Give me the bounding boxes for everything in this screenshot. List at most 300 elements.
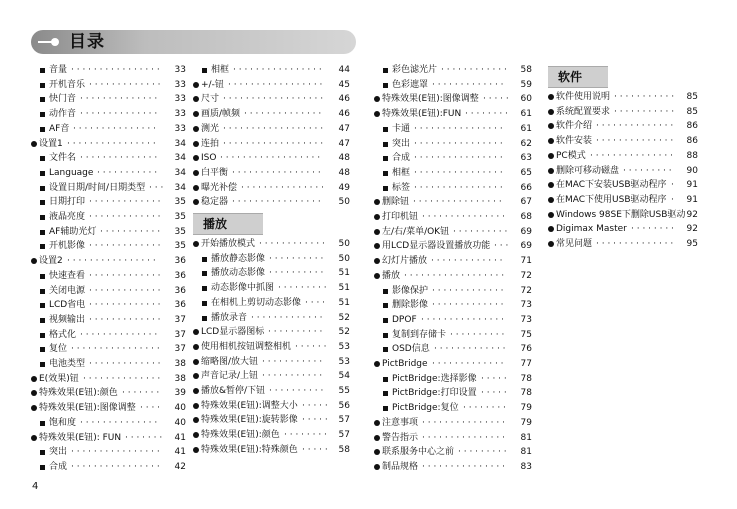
square-bullet-icon: [40, 171, 45, 176]
round-bullet-icon: [374, 96, 380, 102]
toc-page-number: 50: [338, 197, 350, 208]
square-bullet-icon: [383, 127, 388, 132]
toc-entry[interactable]: [374, 372, 532, 387]
leader-dots: · · · · · · · · · · · · ·: [432, 359, 504, 369]
toc-page-number: 92: [686, 209, 698, 220]
toc-entry[interactable]: [31, 357, 186, 372]
toc-entry[interactable]: [31, 122, 186, 137]
toc-entry[interactable]: [31, 107, 186, 122]
toc-page-number: 95: [686, 239, 698, 249]
toc-entry[interactable]: [193, 266, 350, 281]
round-bullet-icon: [193, 141, 199, 147]
leader-dots: · · · · · · · · · · · · · ·: [83, 373, 161, 384]
round-bullet-icon: [374, 229, 380, 235]
toc-entry[interactable]: [193, 181, 350, 196]
toc-entry-label: 设置2: [39, 256, 63, 267]
leader-dots: · · · · · · · · · · · · · · ·: [73, 123, 156, 134]
leader-dots: · · · · · · · · · · · · · ·: [80, 417, 158, 428]
toc-page-number: 88: [686, 150, 698, 161]
toc-entry-label: OSD信息: [392, 344, 430, 355]
toc-entry[interactable]: [374, 431, 532, 446]
toc-page-number: 36: [174, 256, 186, 267]
toc-entry-label: 音量: [49, 65, 68, 75]
leader-dots: · · · · · · · · · · ·: [262, 356, 323, 367]
square-bullet-icon: [40, 347, 45, 352]
toc-entry[interactable]: [193, 399, 350, 414]
toc-entry-label: 设置1: [39, 138, 63, 149]
toc-entry[interactable]: [193, 443, 350, 458]
toc-entry[interactable]: [193, 281, 350, 296]
toc-page-number: 33: [174, 79, 186, 90]
toc-entry-label: 突出: [49, 447, 68, 458]
toc-entry[interactable]: [31, 372, 186, 387]
toc-entry[interactable]: [548, 208, 698, 223]
toc-entry-label: 复制到存储卡: [392, 329, 447, 340]
toc-entry[interactable]: [374, 137, 532, 152]
toc-entry[interactable]: [193, 384, 350, 399]
toc-entry[interactable]: [193, 428, 350, 443]
toc-entry-label: 常见问题: [556, 239, 593, 249]
toc-entry[interactable]: [193, 237, 350, 252]
square-bullet-icon: [40, 83, 45, 88]
leader-dots: · · · · · · · · ·: [278, 283, 327, 294]
toc-entry[interactable]: [31, 298, 186, 313]
toc-entry[interactable]: [193, 151, 350, 166]
round-bullet-icon: [374, 258, 380, 264]
round-bullet-icon: [193, 185, 199, 191]
leader-dots: · · · · · · · · · · ·: [614, 92, 675, 102]
toc-entry-label: 特殊效果(E钮):旋转影像: [201, 415, 298, 426]
toc-entry-label: AF音: [49, 123, 70, 134]
toc-page-number: 35: [174, 226, 186, 237]
toc-entry[interactable]: [193, 311, 350, 326]
leader-dots: · · ·: [494, 241, 509, 252]
toc-entry[interactable]: [374, 386, 532, 401]
leader-dots: · · · · · · · · · ·: [269, 268, 324, 279]
toc-entry-label: PictBridge:复位: [392, 403, 459, 414]
round-bullet-icon: [31, 405, 37, 411]
toc-entry[interactable]: [193, 340, 350, 355]
toc-entry[interactable]: [193, 369, 350, 384]
toc-entry[interactable]: [31, 342, 186, 357]
leader-dots: · · · · · · · · · · · · ·: [89, 79, 161, 90]
toc-entry-label: 格式化: [49, 329, 77, 340]
toc-page-number: 46: [338, 94, 350, 105]
toc-page-number: 78: [520, 388, 532, 399]
leader-dots: · · · · · · · · ·: [623, 165, 672, 176]
square-bullet-icon: [383, 83, 388, 88]
leader-dots: · · · · · · · · · · · · · · ·: [241, 182, 324, 193]
toc-entry[interactable]: [374, 401, 532, 416]
toc-entry-label: +/-钮: [201, 79, 224, 90]
leader-dots: · · · · · · · · · · · ·: [441, 65, 507, 75]
square-bullet-icon: [40, 112, 45, 117]
toc-entry-label: 特殊效果(E钮):颜色: [39, 388, 118, 399]
round-bullet-icon: [193, 447, 199, 453]
toc-page-number: 48: [338, 153, 350, 164]
leader-dots: · · · · · · · · · · · · · · · ·: [71, 65, 160, 75]
round-bullet-icon: [548, 226, 554, 232]
leader-dots: · · · · · · · · · · · · ·: [434, 344, 506, 355]
toc-entry[interactable]: [548, 237, 698, 252]
leader-dots: · · · · · · · · · · · · · · ·: [590, 150, 673, 161]
toc-entry[interactable]: [193, 195, 350, 210]
round-bullet-icon: [193, 155, 199, 161]
round-bullet-icon: [374, 214, 380, 220]
toc-page-number: 76: [520, 344, 532, 355]
toc-entry[interactable]: [31, 92, 186, 107]
toc-entry[interactable]: [374, 181, 532, 196]
toc-entry-label: 快门音: [49, 94, 77, 105]
toc-entry[interactable]: [374, 298, 532, 313]
toc-entry[interactable]: [548, 90, 698, 105]
toc-entry[interactable]: [31, 195, 186, 210]
toc-entry[interactable]: [374, 328, 532, 343]
leader-dots: · · · · · · · · · · · · ·: [89, 285, 161, 296]
toc-entry-label: 突出: [392, 138, 411, 149]
toc-page-number: 36: [174, 270, 186, 281]
toc-entry[interactable]: [193, 137, 350, 152]
toc-entry-label: 动态影像中抓图: [211, 283, 275, 294]
leader-dots: · · · · · · · · · ·: [268, 327, 323, 338]
toc-page-number: 86: [686, 136, 698, 147]
toc-page-number: 59: [520, 79, 532, 90]
toc-entry-label: 在MAC下安装USB驱动程序: [556, 180, 667, 191]
toc-entry-label: 特殊效果(E钮):图像调整: [39, 403, 136, 414]
toc-entry[interactable]: [374, 239, 532, 254]
toc-page-number: 35: [174, 212, 186, 222]
toc-entry-label: Digimax Master: [556, 224, 627, 235]
round-bullet-icon: [193, 96, 199, 102]
page-number: 4: [32, 481, 39, 492]
toc-page-number: 40: [174, 417, 186, 428]
toc-entry-label: 开机影像: [49, 241, 86, 252]
leader-dots: · · · · · · · · · · · · · · · ·: [414, 182, 503, 193]
toc-entry[interactable]: [193, 252, 350, 267]
toc-entry-label: 画质/帧频: [201, 109, 241, 120]
toc-entry[interactable]: [31, 181, 186, 196]
toc-entry-label: 播放: [382, 270, 401, 281]
toc-entry[interactable]: [374, 92, 532, 107]
toc-page-number: 54: [338, 371, 350, 382]
toc-entry[interactable]: [31, 460, 186, 475]
square-bullet-icon: [40, 186, 45, 191]
toc-entry[interactable]: [31, 284, 186, 299]
toc-page-number: 66: [520, 182, 532, 193]
toc-entry-label: 使用相机按钮调整相机: [201, 341, 292, 352]
toc-page-number: 90: [686, 165, 698, 176]
leader-dots: · · · · · · · · · · · · · ·: [80, 153, 158, 164]
toc-page-number: 52: [338, 327, 350, 338]
square-bullet-icon: [40, 127, 45, 132]
toc-page-number: 79: [520, 403, 532, 414]
toc-entry[interactable]: [31, 63, 186, 78]
leader-dots: · · · · · · · · · · · · · ·: [80, 329, 158, 340]
leader-dots: · · · · · · · ·: [463, 403, 506, 414]
toc-page-number: 91: [686, 180, 698, 191]
round-bullet-icon: [548, 182, 554, 188]
toc-entry[interactable]: [374, 254, 532, 269]
leader-dots: · · · · · · · · · · · · · · · · ·: [228, 79, 323, 90]
leader-dots: · · · · · · · · · · · · · · · ·: [232, 167, 321, 178]
toc-entry[interactable]: [374, 195, 532, 210]
toc-page-number: 55: [338, 386, 350, 396]
toc-entry-label: 文件名: [49, 153, 77, 164]
leader-dots: · · · · · · · · ·: [458, 447, 507, 458]
toc-entry-label: 播放录音: [211, 312, 248, 323]
round-bullet-icon: [374, 199, 380, 205]
leader-dots: · · · · · · · · · · · ·: [259, 239, 325, 249]
toc-entry[interactable]: [374, 166, 532, 181]
toc-entry[interactable]: [193, 78, 350, 93]
toc-entry-label: 测光: [201, 123, 220, 134]
toc-entry[interactable]: [31, 313, 186, 328]
toc-entry[interactable]: [31, 431, 186, 446]
toc-page-number: 69: [520, 241, 532, 252]
toc-page-number: 33: [174, 94, 186, 105]
leader-dots: · · · · · · · · · · · · · · · ·: [67, 138, 156, 149]
toc-page-number: 44: [338, 65, 350, 75]
toc-entry-label: 打印机钮: [382, 212, 419, 222]
toc-page-number: 41: [174, 447, 186, 458]
leader-dots: · · · · · · · · · · · · ·: [251, 312, 323, 323]
round-bullet-icon: [548, 123, 554, 129]
toc-entry[interactable]: [374, 63, 532, 78]
toc-page-number: 51: [338, 297, 350, 308]
square-bullet-icon: [202, 316, 207, 321]
leader-dots: · · · · · · · · · · · · ·: [89, 314, 161, 325]
leader-dots: · · · · · · · · · ·: [453, 226, 508, 237]
toc-entry-label: 曝光补偿: [201, 182, 238, 193]
toc-entry[interactable]: [193, 296, 350, 311]
round-bullet-icon: [193, 329, 199, 335]
toc-page-number: 38: [174, 359, 186, 369]
leader-dots: · · · · · · · · · · · · · · ·: [421, 314, 504, 325]
toc-entry[interactable]: [193, 107, 350, 122]
toc-page-number: 36: [174, 285, 186, 296]
square-bullet-icon: [40, 215, 45, 220]
leader-dots: · · · · · · · · · · · · ·: [89, 270, 161, 281]
toc-page-number: 71: [520, 256, 532, 267]
toc-entry[interactable]: [193, 355, 350, 370]
toc-entry-label: 开机音乐: [49, 79, 86, 90]
toc-page-number: 65: [520, 167, 532, 178]
toc-entry[interactable]: [374, 151, 532, 166]
toc-entry[interactable]: [31, 445, 186, 460]
square-bullet-icon: [40, 156, 45, 161]
toc-entry[interactable]: [548, 222, 698, 237]
toc-entry[interactable]: [31, 386, 186, 401]
round-bullet-icon: [193, 417, 199, 423]
round-bullet-icon: [193, 126, 199, 132]
leader-dots: · · · · · · · · · · · · · · · ·: [71, 461, 160, 472]
toc-page-number: 48: [338, 167, 350, 178]
square-bullet-icon: [202, 68, 207, 73]
square-bullet-icon: [40, 303, 45, 308]
leader-dots: · · · · ·: [483, 94, 509, 105]
square-bullet-icon: [202, 301, 207, 306]
toc-page-number: 69: [520, 226, 532, 237]
leader-dots: · · · · ·: [302, 444, 328, 455]
square-bullet-icon: [383, 406, 388, 411]
toc-page-number: 51: [338, 268, 350, 279]
toc-entry[interactable]: [548, 178, 698, 193]
toc-entry[interactable]: [548, 164, 698, 179]
leader-dots: · · · · · · · · · · · · · · · ·: [414, 138, 503, 149]
toc-page-number: 41: [174, 432, 186, 443]
toc-entry[interactable]: [374, 107, 532, 122]
toc-entry-label: 快速查看: [49, 270, 86, 281]
leader-dots: · · · · · · · · · · · · · ·: [596, 136, 674, 147]
leader-dots: · · · · · · · · · · · · ·: [89, 241, 161, 252]
toc-entry[interactable]: [31, 254, 186, 269]
toc-page-number: 50: [338, 239, 350, 249]
toc-entry-label: 制品规格: [382, 461, 419, 472]
toc-entry[interactable]: [31, 210, 186, 225]
round-bullet-icon: [374, 361, 380, 367]
square-bullet-icon: [202, 257, 207, 262]
round-bullet-icon: [548, 212, 554, 218]
leader-dots: ·: [671, 194, 674, 205]
toc-entry-label: 相框: [211, 65, 230, 75]
toc-entry[interactable]: [374, 445, 532, 460]
toc-entry[interactable]: [374, 460, 532, 475]
toc-entry-label: Windows 98SE下删除USB驱动: [556, 209, 686, 220]
round-bullet-icon: [374, 449, 380, 455]
section-header: [193, 213, 263, 235]
leader-dots: · · · · · · · · · · · · · · ·: [422, 432, 505, 443]
toc-entry[interactable]: [374, 416, 532, 431]
toc-entry[interactable]: [548, 149, 698, 164]
round-bullet-icon: [193, 82, 199, 88]
round-bullet-icon: [193, 373, 199, 379]
toc-entry[interactable]: [31, 151, 186, 166]
toc-entry-label: 连拍: [201, 138, 220, 149]
toc-entry[interactable]: [31, 239, 186, 254]
toc-entry-label: 左/右/菜单/OK钮: [382, 226, 450, 237]
toc-page-number: 52: [338, 312, 350, 323]
square-bullet-icon: [383, 347, 388, 352]
toc-entry-label: E(效果)钮: [39, 373, 79, 384]
leader-dots: · · · · · · · · · · · · · · ·: [422, 212, 505, 222]
toc-entry-label: LCD显示器图标: [201, 327, 265, 338]
toc-entry-label: 软件使用说明: [556, 92, 611, 102]
toc-entry[interactable]: [548, 105, 698, 120]
toc-entry[interactable]: [374, 269, 532, 284]
toc-entry-label: 动作音: [49, 109, 77, 120]
toc-entry[interactable]: [374, 225, 532, 240]
round-bullet-icon: [548, 138, 554, 144]
toc-entry[interactable]: [374, 122, 532, 137]
square-bullet-icon: [383, 156, 388, 161]
toc-page-number: 57: [338, 430, 350, 441]
toc-entry-label: 删除可移动磁盘: [556, 165, 620, 176]
toc-page-number: 39: [174, 388, 186, 399]
leader-dots: · · · · · · · · · · ·: [100, 226, 161, 237]
toc-page-number: 40: [174, 403, 186, 414]
toc-entry-label: 视频输出: [49, 314, 86, 325]
toc-entry[interactable]: [193, 413, 350, 428]
toc-entry[interactable]: [548, 119, 698, 134]
toc-entry[interactable]: [193, 122, 350, 137]
toc-entry[interactable]: [31, 269, 186, 284]
toc-entry[interactable]: [374, 342, 532, 357]
toc-entry[interactable]: [31, 225, 186, 240]
toc-page-number: 79: [520, 417, 532, 428]
arrow-icon: [38, 36, 60, 48]
toc-entry-label: 警告指示: [382, 432, 419, 443]
toc-entry-label: 特殊效果(E钮):调整大小: [201, 400, 298, 411]
toc-entry[interactable]: [31, 416, 186, 431]
leader-dots: · · · · · · · · · · · · ·: [89, 212, 161, 222]
toc-page-number: 78: [520, 373, 532, 384]
leader-dots: · · · · ·: [481, 388, 507, 399]
toc-page-number: 58: [338, 444, 350, 455]
toc-entry[interactable]: [374, 210, 532, 225]
toc-entry[interactable]: [31, 166, 186, 181]
toc-entry[interactable]: [193, 325, 350, 340]
toc-entry[interactable]: [31, 137, 186, 152]
round-bullet-icon: [193, 241, 199, 247]
leader-dots: · · · · · · · · · · · · ·: [432, 79, 504, 90]
toc-entry-label: 稳定器: [201, 197, 229, 208]
leader-dots: · · · · · · · · · · · · ·: [89, 359, 161, 369]
square-bullet-icon: [40, 333, 45, 338]
toc-entry[interactable]: [31, 401, 186, 416]
toc-entry[interactable]: [193, 92, 350, 107]
leader-dots: · · · · · · · ·: [284, 430, 327, 441]
square-bullet-icon: [40, 289, 45, 294]
toc-page-number: 47: [338, 123, 350, 134]
round-bullet-icon: [374, 273, 380, 279]
toc-entry[interactable]: [31, 78, 186, 93]
toc-entry-label: 标签: [392, 182, 411, 193]
toc-page-number: 34: [174, 167, 186, 178]
toc-entry[interactable]: [374, 313, 532, 328]
toc-entry[interactable]: [193, 63, 350, 78]
square-bullet-icon: [383, 333, 388, 338]
toc-entry[interactable]: [374, 357, 532, 372]
leader-dots: · · · · · · · · · · · · ·: [432, 300, 504, 311]
toc-entry-label: 影像保护: [392, 285, 429, 296]
toc-entry[interactable]: [31, 328, 186, 343]
square-bullet-icon: [383, 68, 388, 73]
toc-entry[interactable]: [548, 193, 698, 208]
toc-page-number: 77: [520, 359, 532, 369]
section-header: [548, 66, 608, 88]
toc-page-number: 33: [174, 65, 186, 75]
leader-dots: · · · · · · · · · · · · · · · ·: [71, 344, 160, 355]
leader-dots: · · · · · · · · · · · · · ·: [596, 239, 674, 249]
square-bullet-icon: [40, 465, 45, 470]
toc-page-number: 53: [338, 356, 350, 367]
round-bullet-icon: [193, 199, 199, 205]
section-title: 软件: [558, 70, 583, 84]
round-bullet-icon: [374, 464, 380, 470]
square-bullet-icon: [202, 286, 207, 291]
toc-page-number: 35: [174, 241, 186, 252]
toc-entry[interactable]: [193, 166, 350, 181]
toc-page-number: 58: [520, 65, 532, 75]
leader-dots: · · · · · · · · · · · · ·: [431, 256, 503, 267]
toc-entry-label: 特殊效果(E钮):颜色: [201, 430, 280, 441]
leader-dots: · · · · · · · · · · · · · · ·: [422, 461, 505, 472]
toc-page-number: 85: [686, 106, 698, 117]
toc-entry[interactable]: [374, 78, 532, 93]
toc-entry[interactable]: [374, 284, 532, 299]
toc-page-number: 81: [520, 432, 532, 443]
toc-entry[interactable]: [548, 134, 698, 149]
